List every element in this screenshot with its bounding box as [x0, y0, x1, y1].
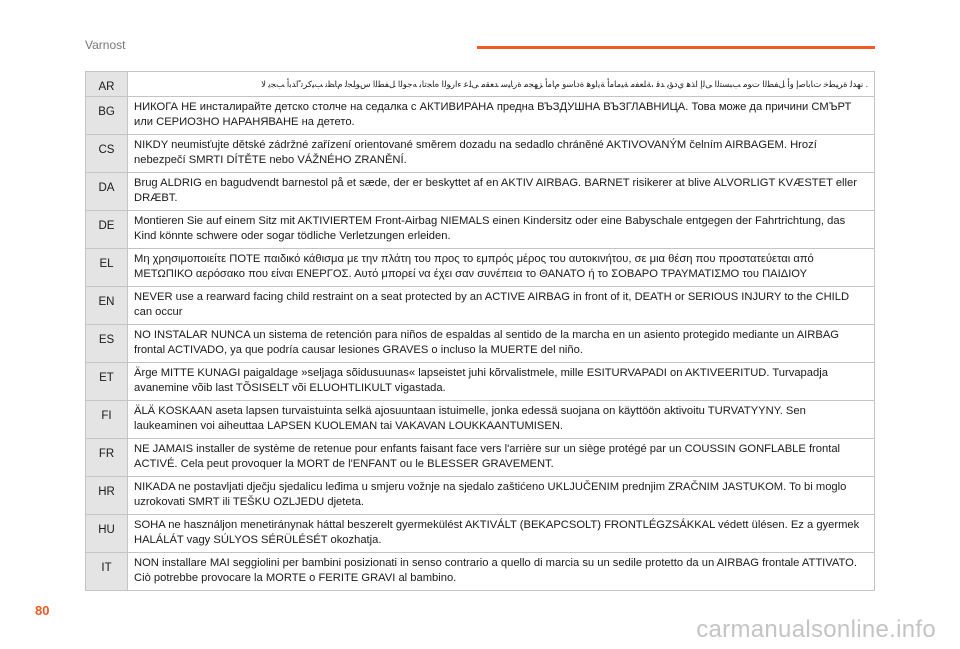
warning-text: Μη χρησιμοποιείτε ΠΟΤΕ παιδικό κάθισμα με την πλάτη του προς το εμπρός μέρος του αυτοκινήτου, σε μια θέση που προστατεύεται από ΜΕΤΩΠΙΚΟ αερόσακο που είναι ΕΝΕΡΓΟΣ. Αυτό μπορεί να έχει σαν συνέπεια το ΘΑΝΑΤΟ ή το ΣΟΒΑΡΟ ΤΡΑΥΜΑΤΙΣΜΟ του ΠΑΙΔΙΟΥ — [128, 249, 875, 287]
warning-text: NO INSTALAR NUNCA un sistema de retención para niños de espaldas al sentido de la marcha en un asiento protegido mediante un AIRBAG frontal ACTIVADO, ya que podría causar lesiones GRAVES o incluso la MUERTE del niño. — [128, 325, 875, 363]
language-code: ET — [86, 363, 128, 401]
warning-text: НИКОГА НЕ инсталирайте детско столче на седалка с АКТИВИРАНА предна ВЪЗДУШНА ВЪЗГЛАВНИЦА. Това може да причини СМЪРТ или СЕРИОЗНО НАРАНЯВАНЕ на детето. — [128, 97, 875, 135]
language-code: EN — [86, 287, 128, 325]
warning-row-es — [86, 325, 875, 363]
warning-row-hr — [86, 477, 875, 515]
airbag-warning-table — [85, 71, 875, 591]
language-code: FR — [86, 439, 128, 477]
warning-row-de — [86, 211, 875, 249]
section-title: Varnost — [85, 38, 126, 52]
warning-text: NON installare MAI seggiolini per bambini posizionati in senso contrario a quello di marcia su un sedile protetto da un AIRBAG frontale ATTIVATO. Ciò potrebbe provocare la MORTE o FERITE GRAVI al bambino. — [128, 553, 875, 591]
language-code: EL — [86, 249, 128, 287]
warning-row-bg — [86, 97, 875, 135]
warning-row-ar — [86, 72, 875, 97]
warning-text: ÄLÄ KOSKAAN aseta lapsen turvaistuinta selkä ajosuuntaan istuimelle, jonka edessä suojana on käyttöön aktivoitu TURVATYYNY. Sen laukeaminen voi aiheuttaa LAPSEN KUOLEMAN tai VAKAVAN LOUKKAANTUMISEN. — [128, 401, 875, 439]
warning-row-fi — [86, 401, 875, 439]
warning-text: Brug ALDRIG en bagudvendt barnestol på et sæde, der er beskyttet af en AKTIV AIRBAG. BARNET risikerer at blive ALVORLIGT KVÆSTET eller DRÆBT. — [128, 173, 875, 211]
language-code: BG — [86, 97, 128, 135]
warning-row-el — [86, 249, 875, 287]
language-code: DE — [86, 211, 128, 249]
warning-row-it — [86, 553, 875, 591]
header-accent-bar — [477, 46, 875, 49]
warning-text: NIKDY neumisťujte dětské zádržné zařízení orientované směrem dozadu na sedadlo chráněné AKTIVOVANÝM čelním AIRBAGEM. Hrozí nebezpečí SMRTI DÍTĚTE nebo VÁŽNÉHO ZRANĚNÍ. — [128, 135, 875, 173]
language-code: HR — [86, 477, 128, 515]
warning-text: Ärge MITTE KUNAGI paigaldage »seljaga sõidusuunas« lapseistet juhi kõrvalistmele, mille ESITURVAPADI on AKTIVEERITUD. Turvapadja avanemine võib last TÕSISELT või ELUOHTLIKULT vigastada. — [128, 363, 875, 401]
language-code: HU — [86, 515, 128, 553]
language-code: CS — [86, 135, 128, 173]
watermark: carmanualsonline.info — [696, 616, 936, 643]
warning-text: NE JAMAIS installer de système de retenue pour enfants faisant face vers l'arrière sur un siège protégé par un COUSSIN GONFLABLE frontal ACTIVÉ. Cela peut provoquer la MORT de l'ENFANT ou le BLESSER GRAVEMENT. — [128, 439, 875, 477]
warning-text: SOHA ne használjon menetiránynak háttal beszerelt gyermekülést AKTIVÁLT (BEKAPCSOLT) FRONTLÉGZSÁKKAL védett ülésen. Ez a gyermek HALÁLÁT vagy SÚLYOS SÉRÜLÉSÉT okozhatja. — [128, 515, 875, 553]
warning-row-hu — [86, 515, 875, 553]
warning-text: . ﻧﻬﺪﻟ ﺓﺮﻴﻄﺧ ﺕﺎﺑﺎﺻﺇ ﻭﺃ ﻞﻔﻄﻟﺍ ﺕﻮﻣ ﺐﺒﺴﺘﻟﺍ ﻰﻟﺇ ﺍﺬﻫ ﻱﺩﺆﻳ ﺪﻗ ،ﺔﻠﻌﻔﻣ ﺔﻴﻣﺎﻣﺃ ﺔﻳﺍﻮﻫ ﺓﺩﺎﺳﻭ ﻡﺎﻣﺃ ﺰﻬﺠﻣ ﺓﺭﺎﻴﺳ ﺪﻌﻘﻣ ﻰﻠﻋ ءﺍﺭﻮﻟﺍ ﻩﺎﺠﺗﺎﺑ ﻪﺟﻮﻟﺍ ﻞﻔﻄﻟﺍ ﺱﻮﻠﺠﻟ ﻡﺎﻈﻧ ﺐﻴﻛﺮﺗ ًﺍﺪﺑﺃ ﺐﺠﻳ ﻻ — [128, 72, 875, 97]
language-code: ES — [86, 325, 128, 363]
warning-row-da — [86, 173, 875, 211]
warning-row-cs — [86, 135, 875, 173]
language-code: FI — [86, 401, 128, 439]
language-code: IT — [86, 553, 128, 591]
page-number: 80 — [35, 603, 50, 618]
warning-text: Montieren Sie auf einem Sitz mit AKTIVIERTEM Front-Airbag NIEMALS einen Kindersitz oder eine Babyschale entgegen der Fahrtrichtung, das Kind könnte schwere oder sogar tödliche Verletzungen erleiden. — [128, 211, 875, 249]
warning-text: NEVER use a rearward facing child restraint on a seat protected by an ACTIVE AIRBAG in front of it, DEATH or SERIOUS INJURY to the CHILD can occur — [128, 287, 875, 325]
warning-row-en — [86, 287, 875, 325]
warning-row-fr — [86, 439, 875, 477]
warning-text: NIKADA ne postavljati dječju sjedalicu leđima u smjeru vožnje na sjedalo zaštićeno UKLJUČENIM prednjim ZRAČNIM JASTUKOM. To bi moglo uzrokovati SMRT ili TEŠKU OZLJEDU djeteta. — [128, 477, 875, 515]
warning-row-et — [86, 363, 875, 401]
language-code: AR — [86, 72, 128, 97]
language-code: DA — [86, 173, 128, 211]
